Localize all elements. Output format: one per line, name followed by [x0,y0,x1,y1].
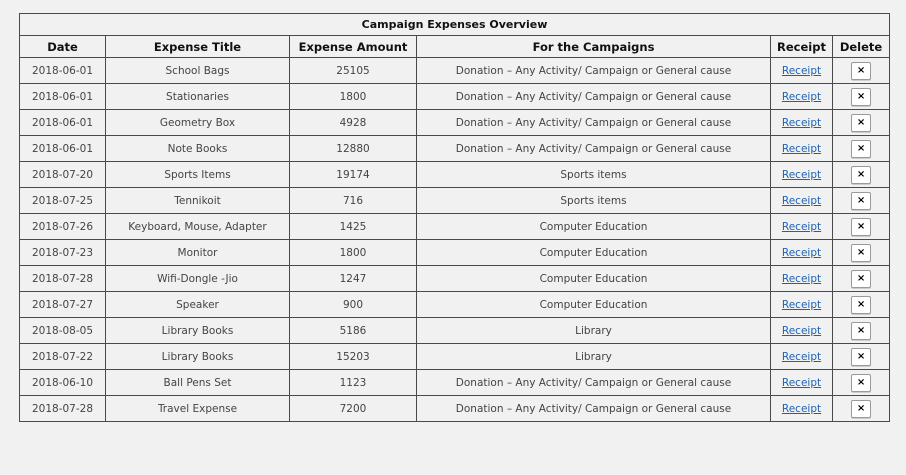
close-icon: × [856,64,866,76]
cell-expense-title: Geometry Box [106,110,290,136]
delete-button[interactable] [851,140,871,158]
cell-expense-amount: 1425 [290,214,417,240]
close-icon: × [856,194,866,206]
cell-receipt [771,136,833,162]
close-icon: × [856,220,866,232]
cell-delete [833,136,890,162]
close-icon: × [856,90,866,102]
delete-button[interactable] [851,244,871,262]
receipt-link[interactable]: Receipt [781,64,822,77]
cell-date: 2018-07-28 [20,266,106,292]
cell-delete [833,318,890,344]
cell-expense-amount: 900 [290,292,417,318]
cell-campaign: Computer Education [417,266,771,292]
cell-campaign: Library [417,318,771,344]
cell-date: 2018-06-01 [20,58,106,84]
cell-delete [833,58,890,84]
cell-delete [833,240,890,266]
table-row [20,292,890,318]
expenses-table-wrapper [19,13,889,422]
cell-delete [833,266,890,292]
receipt-link[interactable]: Receipt [781,246,822,259]
table-row [20,318,890,344]
table-row [20,110,890,136]
table-row [20,58,890,84]
cell-receipt [771,240,833,266]
header-receipt: Receipt [771,36,833,58]
cell-expense-amount: 1800 [290,240,417,266]
cell-delete [833,214,890,240]
header-row [20,36,890,58]
delete-button[interactable] [851,62,871,80]
cell-expense-amount: 25105 [290,58,417,84]
receipt-link[interactable]: Receipt [781,90,822,103]
cell-date: 2018-07-23 [20,240,106,266]
cell-delete [833,344,890,370]
close-icon: × [856,116,866,128]
close-icon: × [856,350,866,362]
cell-delete [833,188,890,214]
cell-campaign: Donation – Any Activity/ Campaign or General cause [417,84,771,110]
cell-receipt [771,214,833,240]
close-icon: × [856,142,866,154]
cell-receipt [771,344,833,370]
receipt-link[interactable]: Receipt [781,116,822,129]
table-row [20,370,890,396]
caption-row [20,14,890,36]
cell-expense-amount: 1800 [290,84,417,110]
cell-date: 2018-07-20 [20,162,106,188]
delete-button[interactable] [851,88,871,106]
delete-button[interactable] [851,374,871,392]
table-row [20,344,890,370]
cell-receipt [771,266,833,292]
table-body [20,58,890,422]
cell-expense-amount: 5186 [290,318,417,344]
cell-campaign: Computer Education [417,214,771,240]
cell-expense-title: Monitor [106,240,290,266]
cell-campaign: Donation – Any Activity/ Campaign or General cause [417,396,771,422]
cell-expense-title: Keyboard, Mouse, Adapter [106,214,290,240]
cell-delete [833,292,890,318]
close-icon: × [856,402,866,414]
cell-expense-title: School Bags [106,58,290,84]
cell-expense-title: Stationaries [106,84,290,110]
header-for-campaigns: For the Campaigns [417,36,771,58]
cell-delete [833,84,890,110]
header-expense-title: Expense Title [106,36,290,58]
cell-date: 2018-06-10 [20,370,106,396]
cell-expense-title: Library Books [106,318,290,344]
table-row [20,240,890,266]
cell-receipt [771,162,833,188]
delete-button[interactable] [851,400,871,418]
cell-delete [833,396,890,422]
cell-expense-title: Ball Pens Set [106,370,290,396]
delete-button[interactable] [851,270,871,288]
cell-date: 2018-07-28 [20,396,106,422]
cell-date: 2018-08-05 [20,318,106,344]
delete-button[interactable] [851,114,871,132]
cell-receipt [771,318,833,344]
cell-receipt [771,396,833,422]
cell-expense-title: Wifi-Dongle -Jio [106,266,290,292]
receipt-link[interactable]: Receipt [781,142,822,155]
cell-expense-amount: 19174 [290,162,417,188]
cell-campaign: Donation – Any Activity/ Campaign or General cause [417,370,771,396]
header-delete: Delete [833,36,890,58]
cell-campaign: Donation – Any Activity/ Campaign or General cause [417,110,771,136]
delete-button[interactable] [851,218,871,236]
table-row [20,266,890,292]
receipt-link[interactable]: Receipt [781,298,822,311]
delete-button[interactable] [851,166,871,184]
cell-date: 2018-06-01 [20,136,106,162]
cell-date: 2018-06-01 [20,110,106,136]
header-expense-amount: Expense Amount [290,36,417,58]
header-date: Date [20,36,106,58]
receipt-link[interactable]: Receipt [781,168,822,181]
close-icon: × [856,376,866,388]
cell-date: 2018-06-01 [20,84,106,110]
receipt-link[interactable]: Receipt [781,272,822,285]
table-caption: Campaign Expenses Overview [20,14,890,36]
cell-receipt [771,188,833,214]
cell-date: 2018-07-25 [20,188,106,214]
delete-button[interactable] [851,322,871,340]
cell-receipt [771,58,833,84]
cell-campaign: Sports items [417,162,771,188]
receipt-link[interactable]: Receipt [781,350,822,363]
close-icon: × [856,168,866,180]
cell-expense-amount: 1123 [290,370,417,396]
cell-delete [833,370,890,396]
cell-expense-title: Travel Expense [106,396,290,422]
cell-expense-title: Sports Items [106,162,290,188]
receipt-link[interactable]: Receipt [781,194,822,207]
cell-expense-title: Speaker [106,292,290,318]
cell-receipt [771,84,833,110]
table-row [20,84,890,110]
cell-campaign: Computer Education [417,292,771,318]
cell-campaign: Library [417,344,771,370]
cell-expense-title: Library Books [106,344,290,370]
cell-expense-amount: 12880 [290,136,417,162]
close-icon: × [856,324,866,336]
cell-receipt [771,110,833,136]
cell-campaign: Donation – Any Activity/ Campaign or General cause [417,58,771,84]
cell-campaign: Sports items [417,188,771,214]
delete-button[interactable] [851,192,871,210]
cell-expense-title: Tennikoit [106,188,290,214]
cell-receipt [771,370,833,396]
cell-campaign: Donation – Any Activity/ Campaign or General cause [417,136,771,162]
delete-button[interactable] [851,296,871,314]
receipt-link[interactable]: Receipt [781,324,822,337]
cell-expense-amount: 7200 [290,396,417,422]
campaign-expenses-table [19,13,890,422]
cell-expense-amount: 4928 [290,110,417,136]
close-icon: × [856,298,866,310]
cell-receipt [771,292,833,318]
table-row [20,396,890,422]
cell-date: 2018-07-27 [20,292,106,318]
receipt-link[interactable]: Receipt [781,376,822,389]
table-row [20,162,890,188]
cell-delete [833,110,890,136]
receipt-link[interactable]: Receipt [781,402,822,415]
close-icon: × [856,246,866,258]
cell-expense-amount: 1247 [290,266,417,292]
cell-delete [833,162,890,188]
table-row [20,188,890,214]
delete-button[interactable] [851,348,871,366]
cell-date: 2018-07-22 [20,344,106,370]
cell-expense-amount: 15203 [290,344,417,370]
table-row [20,214,890,240]
table-row [20,136,890,162]
cell-expense-amount: 716 [290,188,417,214]
cell-campaign: Computer Education [417,240,771,266]
cell-date: 2018-07-26 [20,214,106,240]
receipt-link[interactable]: Receipt [781,220,822,233]
close-icon: × [856,272,866,284]
cell-expense-title: Note Books [106,136,290,162]
